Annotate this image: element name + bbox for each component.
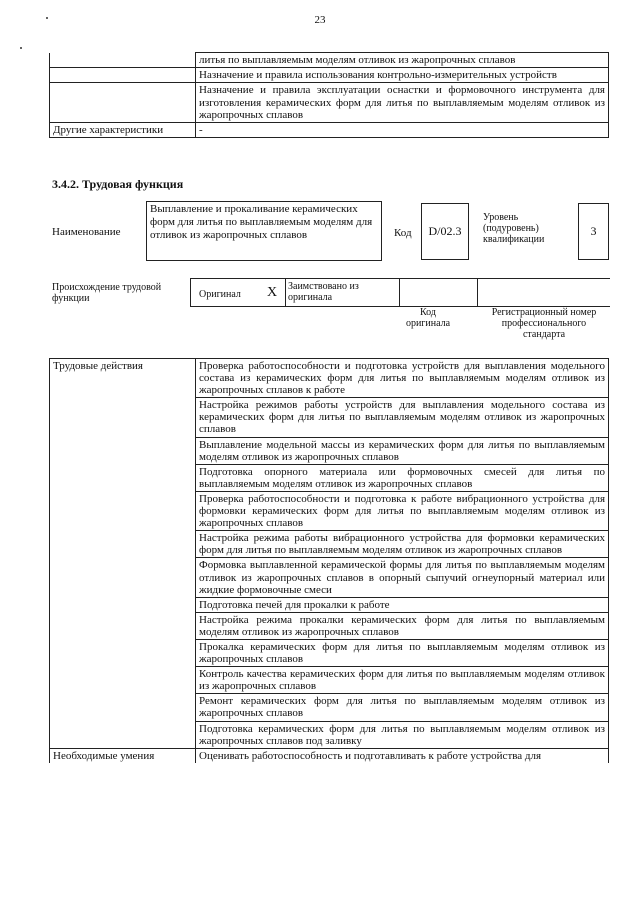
scan-mark (46, 17, 48, 19)
skills-label: Необходимые умения (50, 748, 196, 763)
page-number: 23 (314, 14, 326, 26)
table-cell-label (50, 68, 196, 83)
table-cell-text: - (196, 123, 609, 138)
top-table (49, 52, 609, 138)
action-item: Формовка выплавленной керамической формы для литья по выплавляемым моделям отливок из жаропрочных сплавов в опорный сыпучий огнеупорный материал или жидкие формовочные смеси (196, 558, 609, 597)
action-item: Подготовка печей для прокалки к работе (196, 597, 609, 612)
actions-label: Трудовые действия (50, 359, 196, 749)
action-item: Подготовка опорного материала или формовочных смесей для литья по выплавляемым моделям отливок из жаропрочных сплавов (196, 464, 609, 491)
action-item: Настройка режима прокалки керамических форм для литья по выплавляемым моделям отливок из жаропрочных сплавов (196, 612, 609, 639)
table-row (50, 748, 609, 763)
table-cell-text: литья по выплавляемым моделям отливок из жаропрочных сплавов (196, 53, 609, 68)
code-label: Код (394, 227, 412, 239)
table-row (50, 68, 609, 83)
scan-mark (20, 47, 22, 49)
action-item: Прокалка керамических форм для литья по выплавляемым моделям отливок из жаропрочных сплавов (196, 639, 609, 666)
original-mark: X (267, 285, 278, 300)
origin-label: Происхождение трудовой функции (52, 282, 162, 304)
borrowed-label: Заимствовано из оригинала (288, 281, 359, 303)
original-label: Оригинал (199, 289, 241, 300)
origin-divider (399, 279, 400, 306)
name-value: Выплавление и прокаливание керамических форм для литья по выплавляемым моделям для отливок из жаропрочных сплавов (146, 201, 382, 261)
action-item: Контроль качества керамических форм для литья по выплавляемым моделям отливок из жаропрочных сплавов (196, 667, 609, 694)
origin-row (190, 278, 610, 307)
action-item: Настройка режима работы вибрационного устройства для формовки керамических форм для литья по выплавляемым моделям отливок из жаропрочных сплавов (196, 531, 609, 558)
action-item: Настройка режимов работы устройств для выплавления модельного состава из керамических форм для литья по выплавляемым моделям отливок из жаропрочных сплавов (196, 398, 609, 437)
action-item: Проверка работоспособности и подготовка к работе вибрационного устройства для формовки керамических форм для литья по выплавляемым моделям отливок из жаропрочных сплавов (196, 491, 609, 530)
table-cell-label (50, 53, 196, 68)
level-value: 3 (578, 203, 609, 260)
table-row (50, 53, 609, 68)
level-label: Уровень (подуровень) квалификации (483, 212, 545, 245)
table-cell-text: Назначение и правила использования контрольно-измерительных устройств (196, 68, 609, 83)
table-row (50, 359, 609, 398)
table-cell-label: Другие характеристики (50, 123, 196, 138)
section-heading: 3.4.2. Трудовая функция (52, 177, 184, 191)
action-item: Подготовка керамических форм для литья по выплавляемым моделям отливок из жаропрочных сплавов под заливку (196, 721, 609, 748)
reg-caption: Регистрационный номер профессионального стандарта (491, 307, 597, 340)
action-item: Ремонт керамических форм для литья по выплавляемым моделям отливок из жаропрочных сплавов (196, 694, 609, 721)
table-row (50, 83, 609, 123)
table-row (50, 123, 609, 138)
original-cell (190, 279, 286, 306)
name-label: Наименование (52, 226, 121, 238)
code-value: D/02.3 (421, 203, 469, 260)
origin-divider (477, 279, 478, 306)
labor-actions-table (49, 358, 609, 763)
table-cell-text: Назначение и правила эксплуатации оснастки и формовочного инструмента для изготовления керамических форм для литья по выплавляемым моделям отливок из жаропрочных сплавов (196, 83, 609, 123)
action-item: Выплавление модельной массы из керамических форм для литья по выплавляемым моделям отливок из жаропрочных сплавов (196, 437, 609, 464)
code-caption: Код оригинала (405, 307, 451, 329)
action-item: Проверка работоспособности и подготовка устройств для выплавления модельного состава из керамических форм для литья по выплавляемым моделям отливок из жаропрочных сплавов к работе (196, 359, 609, 398)
table-cell-label (50, 83, 196, 123)
skill-item: Оценивать работоспособность и подготавливать к работе устройства для (196, 748, 609, 763)
